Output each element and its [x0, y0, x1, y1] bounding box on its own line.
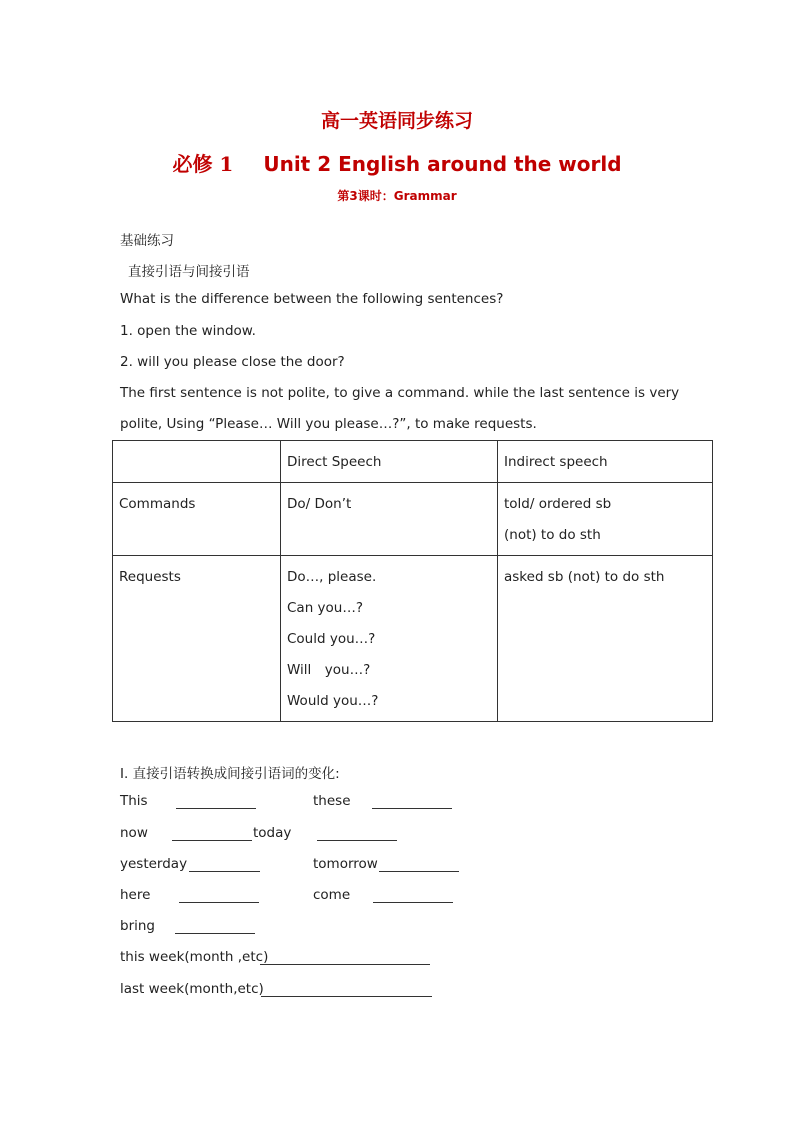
table-header-row	[113, 441, 713, 483]
word-bring: bring	[120, 918, 155, 934]
lesson-title: 第3课时：Grammar	[337, 189, 457, 203]
speech-table	[112, 440, 713, 722]
cell-line: told/ ordered sb	[504, 496, 612, 512]
exercise-heading: I. 直接引语转换成间接引语词的变化:	[120, 766, 340, 782]
word-yesterday: yesterday	[120, 856, 188, 872]
blank-this[interactable]	[176, 796, 256, 809]
example-sentence-1: 1. open the window.	[120, 323, 256, 339]
word-today: today	[253, 825, 292, 841]
table-cell	[498, 483, 713, 556]
table-header-cell: Direct Speech	[281, 441, 498, 483]
blank-tomorrow[interactable]	[379, 859, 459, 872]
cell-line: Do…, please.	[287, 569, 377, 585]
table-header-cell	[113, 441, 281, 483]
table-cell	[498, 556, 713, 722]
cell-line: Will you…?	[287, 662, 371, 678]
word-come: come	[313, 887, 351, 903]
word-last-week: last week(month,etc)	[120, 981, 264, 997]
blank-come[interactable]	[373, 890, 453, 903]
unit-title	[0, 148, 794, 177]
explanation-line-1: The first sentence is not polite, to give a command. while the last sentence is very	[120, 385, 680, 401]
section-label: 基础练习	[120, 233, 174, 249]
example-sentence-2: 2. will you please close the door?	[120, 354, 345, 370]
cell-line: Can you…?	[287, 600, 364, 616]
topic-label: 直接引语与间接引语	[128, 264, 250, 280]
cell-line: asked sb (not) to do sth	[504, 569, 665, 585]
word-now: now	[120, 825, 148, 841]
table-row-commands	[113, 483, 713, 556]
explanation-line-2: polite, Using “Please… Will you please…?”, to make requests.	[120, 416, 537, 432]
blank-yesterday[interactable]	[189, 859, 260, 872]
cell-line: Do/ Don’t	[287, 496, 352, 512]
table-row-requests	[113, 556, 713, 722]
word-here: here	[120, 887, 151, 903]
table-cell	[113, 483, 281, 556]
table-cell	[113, 556, 281, 722]
module-label: 必修 1	[172, 152, 234, 176]
cell-line: (not) to do sth	[504, 527, 601, 543]
table-header-cell: Indirect speech	[498, 441, 713, 483]
cell-line: Would you…?	[287, 693, 379, 709]
word-this: This	[120, 793, 148, 809]
blank-bring[interactable]	[175, 921, 255, 934]
word-tomorrow: tomorrow	[313, 856, 378, 872]
blank-today[interactable]	[317, 828, 397, 841]
word-these: these	[313, 793, 351, 809]
blank-these[interactable]	[372, 796, 452, 809]
blank-this-week[interactable]	[260, 952, 430, 965]
blank-last-week[interactable]	[261, 984, 432, 997]
word-this-week: this week(month ,etc)	[120, 949, 269, 965]
page-title: 高一英语同步练习	[320, 110, 473, 132]
blank-here[interactable]	[179, 890, 259, 903]
table-cell	[281, 483, 498, 556]
blank-now[interactable]	[172, 828, 252, 841]
question-text: What is the difference between the following sentences?	[120, 291, 504, 307]
table-cell	[281, 556, 498, 722]
row-label: Requests	[119, 569, 181, 585]
cell-line: Could you…?	[287, 631, 376, 647]
unit-label: Unit 2 English around the world	[263, 152, 622, 176]
row-label: Commands	[119, 496, 196, 512]
